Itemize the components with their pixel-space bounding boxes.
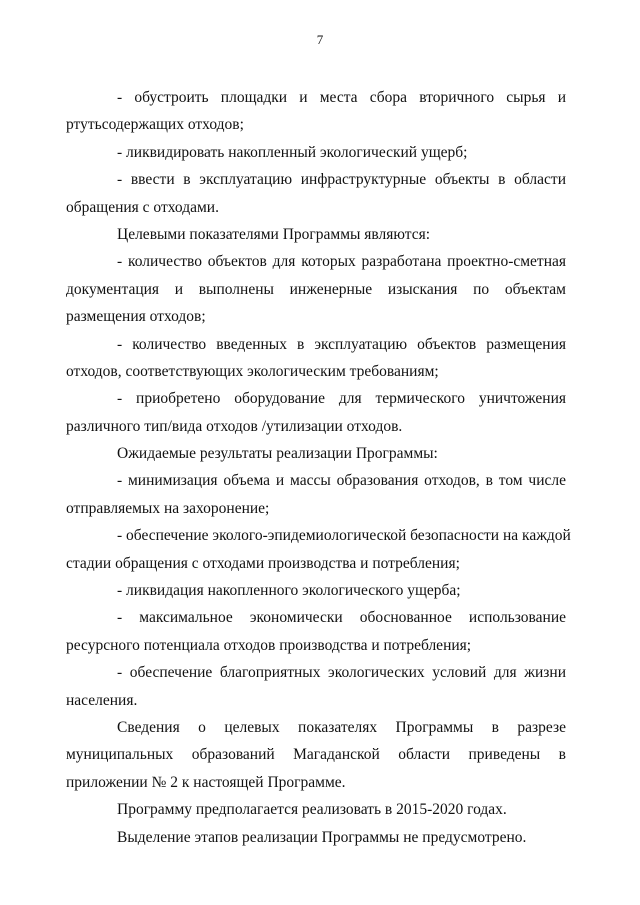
text-line: Ожидаемые результаты реализации Программы: — [117, 445, 438, 463]
text-line: - обеспечение благоприятных экологических условий для жизни — [117, 664, 566, 682]
paragraph — [66, 385, 566, 440]
text-line: ресурсного потенциала отходов производства и потребления; — [66, 636, 472, 654]
text-line: - количество введенных в эксплуатацию объектов размещения — [117, 335, 566, 353]
paragraph — [66, 604, 566, 659]
text-line: - ввести в эксплуатацию инфраструктурные объекты в области — [117, 171, 566, 189]
text-line: отходов, соответствующих экологическим требованиям; — [66, 362, 439, 380]
paragraph — [66, 796, 566, 823]
text-line: - обустроить площадки и места сбора вторичного сырья и — [117, 89, 566, 106]
page-number: 7 — [316, 32, 324, 47]
paragraph — [66, 714, 566, 796]
paragraph — [66, 522, 571, 577]
paragraph — [66, 221, 566, 248]
text-line: различного тип/вида отходов /утилизации отходов. — [66, 417, 403, 435]
text-line: - приобретено оборудование для термического уничтожения — [117, 390, 566, 408]
paragraph — [66, 577, 566, 604]
text-line: - минимизация объема и массы образования отходов, в том числе — [117, 472, 566, 490]
paragraph — [66, 248, 566, 330]
text-line: размещения отходов; — [66, 308, 206, 326]
text-line: - ликвидировать накопленный экологический ущерб; — [117, 143, 468, 161]
text-line: - обеспечение эколого-эпидемиологической безопасности на каждой — [117, 527, 571, 545]
text-line: приложении № 2 к настоящей Программе. — [66, 773, 346, 791]
paragraph — [66, 440, 566, 467]
text-line: Программу предполагается реализовать в 2015-2020 годах. — [117, 801, 507, 819]
text-line: Выделение этапов реализации Программы не предусмотрено. — [117, 828, 527, 846]
text-line: - количество объектов для которых разработана проектно-сметная — [117, 253, 566, 271]
text-line: ртутьсодержащих отходов; — [66, 116, 244, 134]
text-line: населения. — [66, 691, 138, 709]
text-line: отправляемых на захоронение; — [66, 499, 270, 517]
paragraph — [66, 331, 566, 386]
text-line: Сведения о целевых показателях Программы в разрезе — [117, 718, 566, 736]
text-line: документация и выполнены инженерные изыскания по объектам — [66, 280, 566, 298]
text-line: стадии обращения с отходами производства и потребления; — [66, 554, 460, 572]
paragraph — [66, 659, 566, 714]
paragraph — [66, 166, 566, 221]
document-body — [66, 84, 571, 851]
paragraph — [66, 84, 566, 139]
paragraph — [66, 824, 566, 851]
text-line: муниципальных образований Магаданской области приведены в — [66, 746, 566, 764]
paragraph — [66, 467, 566, 522]
text-line: - максимальное экономически обоснованное использование — [117, 609, 566, 627]
text-line: Целевыми показателями Программы являются: — [117, 225, 431, 243]
text-line: - ликвидация накопленного экологического ущерба; — [117, 582, 461, 600]
paragraph — [66, 139, 566, 166]
text-line: обращения с отходами. — [66, 198, 219, 216]
